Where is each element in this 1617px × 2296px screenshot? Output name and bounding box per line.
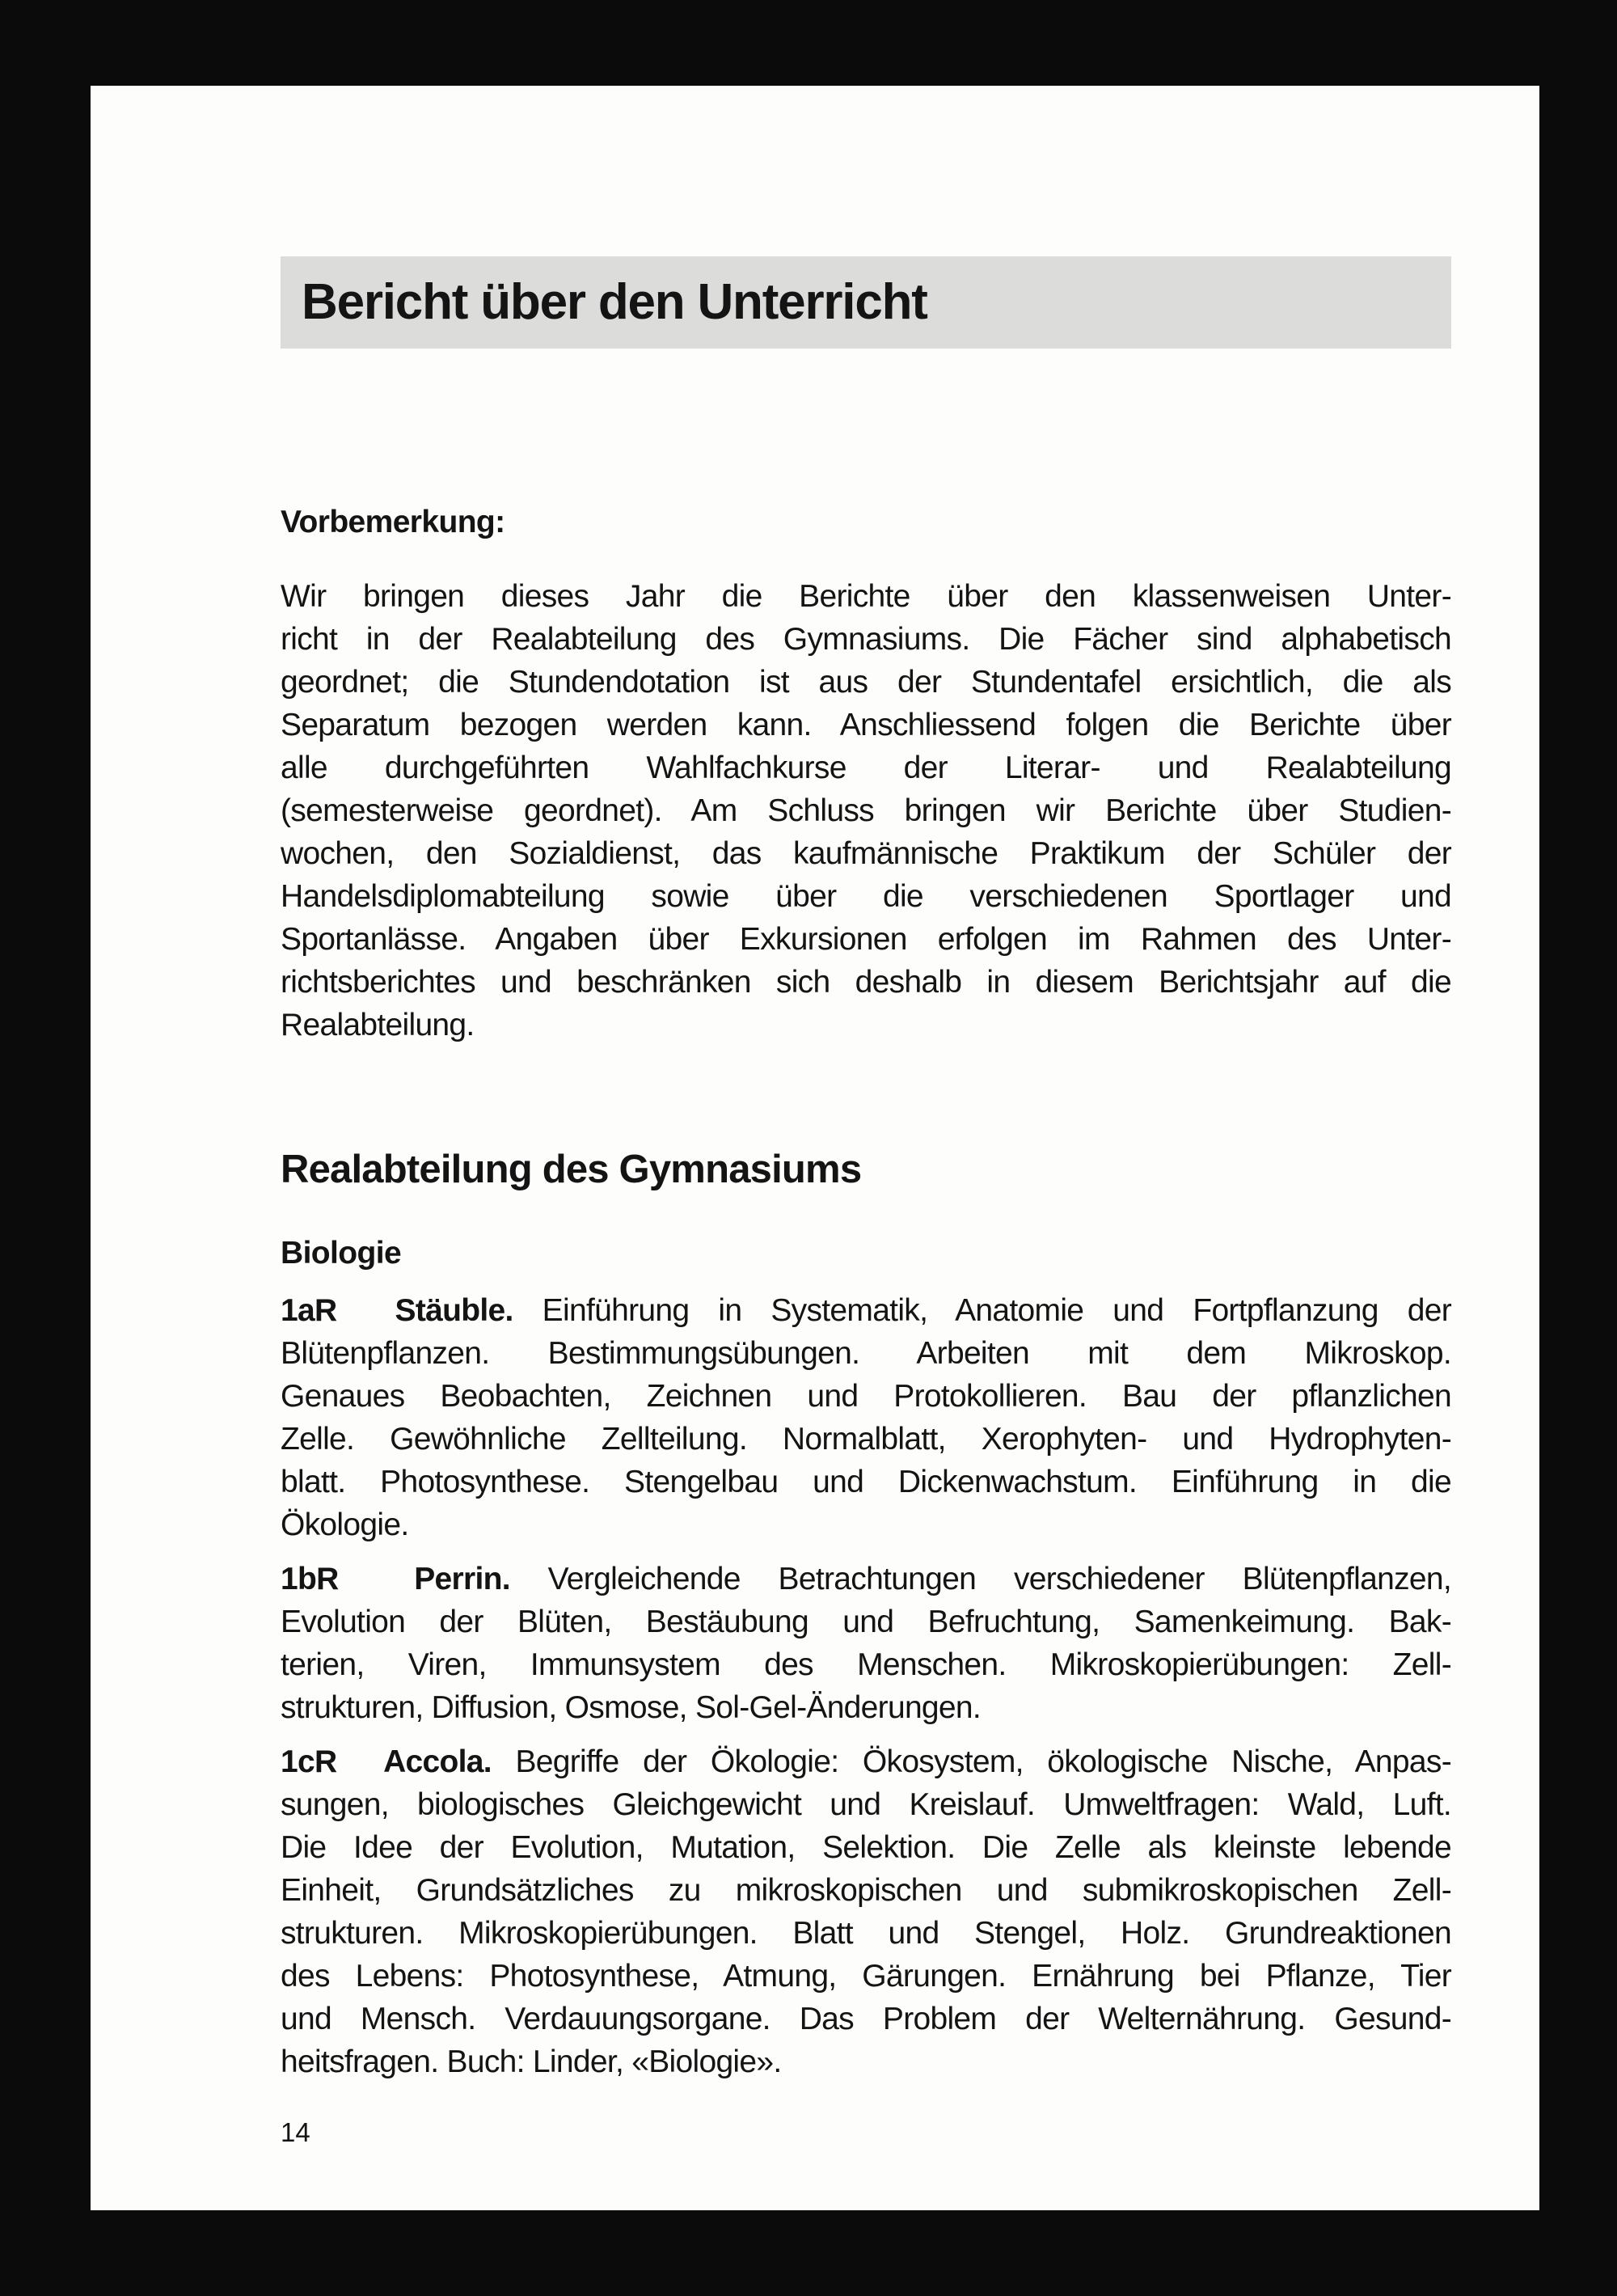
text-line: Separatum bezogen werden kann. Anschliessend folgen die Berichte über [281, 708, 1451, 742]
text-line: Die Idee der Evolution, Mutation, Selektion. Die Zelle als kleinste lebende [281, 1830, 1451, 1865]
class-entry [281, 1740, 1451, 2083]
text-line: Einheit, Grundsätzliches zu mikroskopischen und submikroskopischen Zell- [281, 1873, 1451, 1908]
entry-text: Vergleichende Betrachtungen verschiedener Blütenpflanzen, [509, 1562, 1451, 1596]
text-line: wochen, den Sozialdienst, das kaufmännische Praktikum der Schüler der [281, 836, 1451, 871]
class-teacher-label: 1aR Stäuble. [281, 1293, 513, 1328]
text-line: richtsberichtes und beschränken sich deshalb in diesem Berichtsjahr auf die [281, 965, 1451, 1000]
text-line: und Mensch. Verdauungsorgane. Das Problem der Welternährung. Gesund- [281, 2002, 1451, 2036]
text-line: Handelsdiplomabteilung sowie über die verschiedenen Sportlager und [281, 879, 1451, 914]
class-entry [281, 1289, 1451, 1546]
class-teacher-label: 1cR Accola. [281, 1744, 492, 1779]
text-line: heitsfragen. Buch: Linder, «Biologie». [281, 2044, 782, 2079]
text-line: blatt. Photosynthese. Stengelbau und Dickenwachstum. Einführung in die [281, 1465, 1451, 1499]
text-line: Genaues Beobachten, Zeichnen und Protokollieren. Bau der pflanzlichen [281, 1379, 1451, 1414]
page-number: 14 [281, 2117, 310, 2147]
text-line [281, 1289, 1451, 1332]
entry-text: Einführung in Systematik, Anatomie und Fortpflanzung der [513, 1293, 1452, 1328]
text-line: geordnet; die Stundendotation ist aus der Stundentafel ersichtlich, die als [281, 665, 1451, 700]
text-line: Ökologie. [281, 1507, 409, 1542]
subject-heading: Biologie [281, 1236, 402, 1271]
class-teacher-label: 1bR Perrin. [281, 1562, 510, 1596]
entry-text: Begriffe der Ökologie: Ökosystem, ökologische Nische, Anpas- [491, 1744, 1451, 1779]
text-line: alle durchgeführten Wahlfachkurse der Literar- und Realabteilung [281, 751, 1451, 785]
preface-paragraph [281, 575, 1451, 1047]
text-line: des Lebens: Photosynthese, Atmung, Gärungen. Ernährung bei Pflanze, Tier [281, 1959, 1451, 1994]
text-line [281, 1558, 1451, 1600]
text-line: Sportanlässe. Angaben über Exkursionen erfolgen im Rahmen des Unter- [281, 922, 1451, 957]
section-heading: Realabteilung des Gymnasiums [281, 1148, 862, 1191]
page-title: Bericht über den Unterricht [302, 274, 927, 330]
text-line: strukturen, Diffusion, Osmose, Sol-Gel-Änderungen. [281, 1690, 982, 1725]
text-line: Realabteilung. [281, 1008, 475, 1042]
text-line: (semesterweise geordnet). Am Schluss bringen wir Berichte über Studien- [281, 793, 1451, 828]
preface-heading: Vorbemerkung: [281, 505, 505, 539]
text-line: Blütenpflanzen. Bestimmungsübungen. Arbeiten mit dem Mikroskop. [281, 1336, 1451, 1371]
text-line: richt in der Realabteilung des Gymnasiums. Die Fächer sind alphabetisch [281, 622, 1451, 657]
text-line: Wir bringen dieses Jahr die Berichte über den klassenweisen Unter- [281, 579, 1451, 614]
text-line: Zelle. Gewöhnliche Zellteilung. Normalblatt, Xerophyten- und Hydrophyten- [281, 1422, 1451, 1457]
text-line: sungen, biologisches Gleichgewicht und Kreislauf. Umweltfragen: Wald, Luft. [281, 1787, 1451, 1822]
text-line: strukturen. Mikroskopierübungen. Blatt und Stengel, Holz. Grundreaktionen [281, 1916, 1451, 1951]
class-entry [281, 1558, 1451, 1729]
text-line: terien, Viren, Immunsystem des Menschen. Mikroskopierübungen: Zell- [281, 1647, 1451, 1682]
subject-entries [281, 1289, 1451, 2095]
text-line: Evolution der Blüten, Bestäubung und Befruchtung, Samenkeimung. Bak- [281, 1605, 1451, 1639]
text-line [281, 1740, 1451, 1783]
